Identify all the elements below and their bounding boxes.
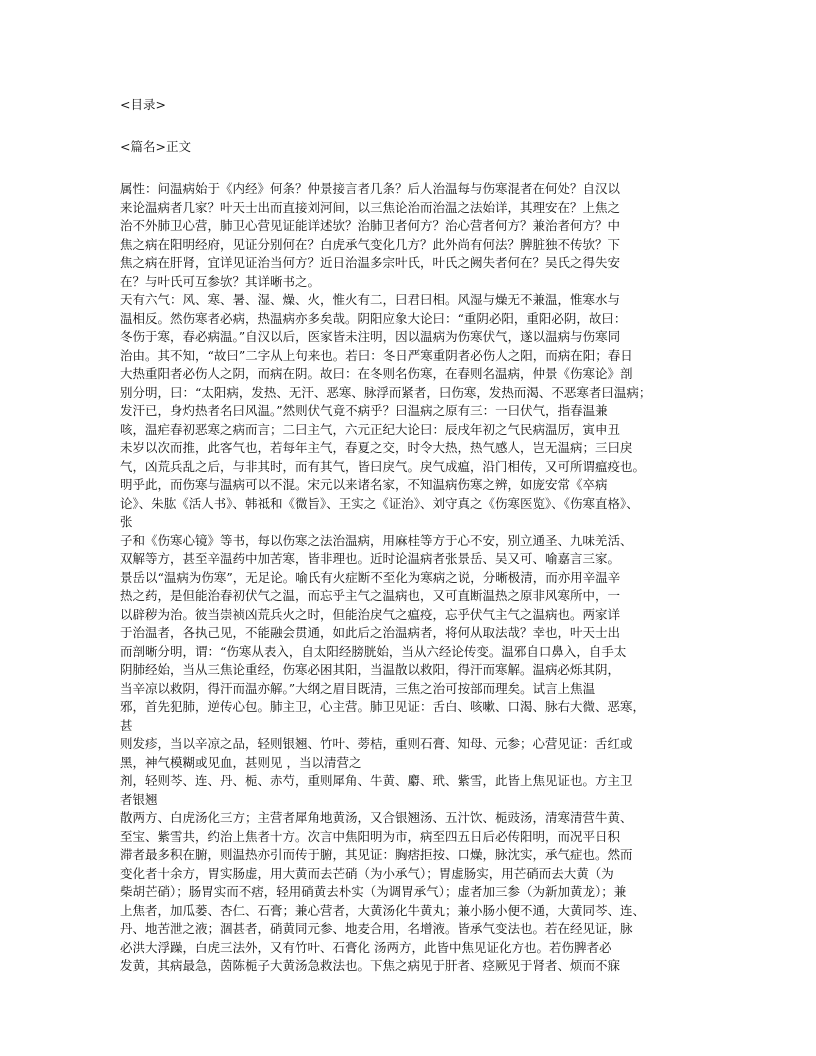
- text-line: 必洪大浮躁，白虎三法外，又有竹叶、石膏化 汤两方，此皆中焦见证化方也。若伤脾者必: [120, 939, 612, 955]
- text-line: 在？与叶氏可互参欤？其详晰书之。: [120, 273, 321, 289]
- document-page: [120, 96, 660, 976]
- text-line: 剂，轻则芩、连、丹、栀、赤芍，重则犀角、牛黄、麝、玳、紫雪，此皆上焦见证也。方主卫: [120, 773, 633, 788]
- text-line: 景岳以“温病为伤寒”，无足论。喻氏有火症断不至化为寒病之说，分晰极清，而亦用辛温辛: [120, 569, 621, 585]
- text-line: 治由。其不知，“故曰”二字从上句来也。若曰：冬日严寒重阴者必伤人之阳，而病在阳；春日: [120, 347, 633, 363]
- text-line: 来论温病者几家？叶天士出而直接刘河间，以三焦论治而治温之法始详，其理安在？上焦之: [120, 199, 621, 215]
- text-line: 黑，神气模糊或见血，甚则见 ，当以清营之: [120, 754, 362, 770]
- text-line: 甚: [120, 717, 133, 733]
- text-line: 上焦者，加瓜蒌、杏仁、石膏；兼心营者，大黄汤化牛黄丸；兼小肠小便不通，大黄同芩、连、: [120, 902, 646, 918]
- text-line: 发黄，其病最急，茵陈栀子大黄汤急救法也。下焦之病见于肝者、痉厥见于肾者、烦而不寐: [120, 958, 621, 973]
- text-line: 柴胡芒硝）；肠胃实而不痞，轻用硝黄去朴实（为调胃承气）；虚者加三参（为新加黄龙）；兼: [120, 884, 627, 899]
- text-line: 张: [120, 514, 133, 529]
- text-line: 而剖晰分明，谓：“伤寒从表入，自太阳经膀胱始，当从六经论传变。温邪自口鼻入，自手太: [120, 643, 627, 659]
- text-line: 邪，首先犯肺，逆传心包。肺主卫，心主营。肺卫见证：舌白、咳嗽、口渴、脉右大微、恶寒，: [120, 699, 646, 714]
- text-line: 变化者十余方，胃实肠虚，用大黄而去芒硝（为小承气）；胃虚肠实，用芒硝而去大黄（为: [120, 865, 614, 881]
- text-line: 于治温者，各执己见，不能融会贯通，如此后之治温病者，将何从取法哉？幸也，叶天士出: [120, 625, 621, 640]
- text-line: 论》、朱肱《活人书》、韩祗和《微旨》、王实之《证治》、刘守真之《伤寒医览》、《伤寒直格》、: [120, 495, 639, 511]
- text-line: 治不外肺卫心营，肺卫心营见证能详述欤？治肺卫者何方？治心营者何方？兼治者何方？中: [120, 218, 621, 233]
- text-line: 滞者最多积在腑，则温热亦引而传于腑，其见证：胸痞拒按、口燥，脉沈实，承气症也。然而: [120, 847, 633, 862]
- text-line: 则发疹，当以辛凉之品，轻则银翘、竹叶、蒡桔，重则石膏、知母、元参；心营见证：舌红或: [120, 736, 633, 751]
- text-line: 天有六气：风、寒、暑、湿、燥、火，惟火有二，曰君曰相。风湿与燥无不兼温，惟寒水与: [120, 292, 621, 307]
- body-text: [120, 180, 660, 976]
- text-line: 未岁以次而推，此客气也，若每年主气，春夏之交，时令大热，热气感人，岂无温病；三曰戾: [120, 440, 633, 455]
- text-line: 冬伤于寒，春必病温。”自汉以后，医家皆未注明，因以温病为伤寒伏气，遂以温病与伤寒同: [120, 329, 621, 344]
- text-line: 大热重阳者必伤人之阴，而病在阴。故曰：在冬则名伤寒，在春则名温病，仲景《伤寒论》剖: [120, 366, 633, 381]
- text-line: 者银翘: [120, 791, 158, 807]
- text-line: 阴肺经始，当从三焦论重经，伤寒必困其阳，当温散以救阳，得汗而寒解。温病必烁其阴，: [120, 662, 621, 677]
- text-line: 热之药，是但能治春初伏气之温，而忘乎主气之温病也，又可直断温热之原非风寒所中，一: [120, 588, 621, 603]
- text-line: 焦之病在肝肾，宜详见证治当何方？近日治温多宗叶氏，叶氏之阙失者何在？吴氏之得失安: [120, 255, 621, 270]
- text-line: 别分明，曰：“太阳病，发热、无汗、恶寒、脉浮而紧者，曰伤寒，发热而渴、不恶寒者曰温病；: [120, 384, 652, 400]
- text-line: 至宝、紫雪共，约治上焦者十方。次言中焦阳明为市，病至四五日后必传阳明，而况平日积: [120, 828, 621, 844]
- text-line: 发汗已，身灼热者名曰风温。”然则伏气竟不病乎？曰温病之原有三：一曰伏气，指春温兼: [120, 403, 608, 418]
- toc-heading: <目录>: [120, 97, 166, 112]
- text-line: 丹、地苦泄之液；涸甚者，硝黄同元参、地麦合用，名增液。皆承气变法也。若在经见证，脉: [120, 921, 633, 936]
- text-line: 散两方、白虎汤化三方；主营者犀角地黄汤，又合银翘汤、五汁饮、栀豉汤，清寒清营牛黄、: [120, 810, 633, 825]
- text-line: 子和《伤寒心镜》等书，每以伤寒之法治温病，用麻桂等方于心不安，别立通圣、九味羌活、: [120, 532, 633, 548]
- text-line: 以辟秽为治。彼当崇祯凶荒兵火之时，但能治戾气之瘟疫，忘乎伏气主气之温病也。两家详: [120, 606, 621, 622]
- text-line: 双解等方，甚至辛温药中加苦寒，皆非理也。近时论温病者张景岳、吴又可、喻嘉言三家。: [120, 551, 621, 566]
- text-line: 咳，温疟春初恶寒之病而言；二曰主气，六元正纪大论曰：辰戌年初之气民病温厉，寅申丑: [120, 421, 621, 437]
- text-line: 明乎此，而伤寒与温病可以不混。宋元以来诸名家，不知温病伤寒之辨，如庞安常《卒病: [120, 477, 608, 492]
- text-line: 温相反。然伤寒者必病，热温病亦多矣哉。阴阳应象大论曰：“重阴必阳，重阳必阴，故曰：: [120, 310, 627, 326]
- text-line: 属性：问温病始于《内经》何条？仲景接言者几条？后人治温每与伤寒混者在何处？自汉以: [120, 181, 621, 196]
- text-line: 焦之病在阳明经府，见证分别何在？白虎承气变化几方？此外尚有何法？脾脏独不传欤？下: [120, 236, 621, 252]
- text-line: 气，凶荒兵乱之后，与非其时，而有其气，皆曰戾气。戾气成瘟，沿门相传，又可所谓瘟疫也。: [120, 458, 646, 474]
- text-line: 当辛凉以救阴，得汗而温亦解。”大纲之眉目既清，三焦之治可按部而理矣。试言上焦温: [120, 680, 596, 696]
- section-heading: <篇名>正文: [120, 139, 191, 154]
